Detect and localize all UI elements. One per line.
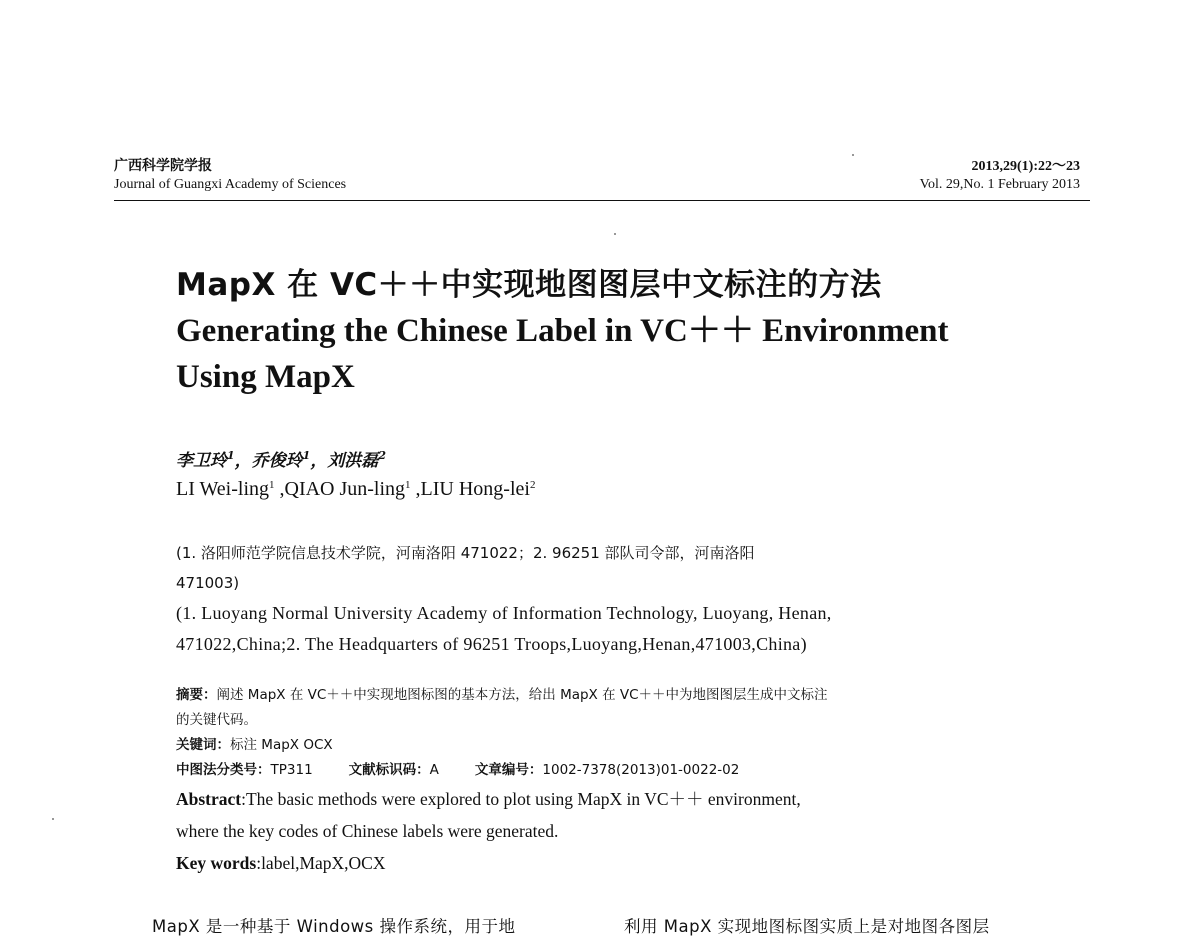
author-separator: ， — [310, 451, 328, 471]
author-affil-mark: 2 — [529, 479, 536, 491]
keywords-cn — [176, 733, 1076, 758]
volume-issue: Vol. 29,No. 1 February 2013 — [919, 177, 1080, 192]
abstract-cn-line-1 — [176, 683, 1076, 708]
affiliation-en — [176, 598, 1076, 660]
abstract-en-label: Abstract — [176, 789, 242, 809]
abstract-cn-text: 阐述 MapX 在 VC＋＋中实现地图标图的基本方法，给出 MapX 在 VC＋＋中为地图图层生成中文标注 — [216, 687, 828, 703]
author-name: LIU Hong-lei — [420, 478, 530, 500]
journal-name-cn: 广西科学院学报 — [114, 159, 212, 174]
author-name: QIAO Jun-ling — [284, 478, 406, 500]
affiliation-cn-line-1: (1. 洛阳师范学院信息技术学院，河南洛阳 471022；2. 96251 部队司令部，河南洛阳 — [176, 544, 755, 562]
page-range: 2013,29(1):22～23 — [971, 159, 1080, 174]
journal-name-block — [114, 158, 346, 194]
article-number-value: 1002-7378(2013)01-0022-02 — [542, 762, 740, 778]
author-affil-mark: 1 — [302, 449, 311, 462]
title-en-line-1: Generating the Chinese Label in VC＋＋ Environment — [176, 313, 949, 349]
author-affil-mark: 1 — [405, 479, 411, 491]
author-name: 刘洪磊 — [327, 451, 379, 471]
author-name: 李卫玲 — [176, 451, 227, 471]
doc-code-value: A — [429, 762, 439, 778]
abstract-cn-text-end: 的关键代码。 — [176, 712, 257, 728]
abstract-en-text: :The basic methods were explored to plot using MapX in VC＋＋ environment, — [241, 789, 801, 809]
abstract-cn-label: 摘要： — [176, 687, 217, 703]
abstract-en-line-2 — [176, 815, 1076, 847]
authors-cn — [176, 446, 386, 471]
author-name: LI Wei-ling — [176, 478, 269, 500]
journal-header — [114, 150, 1090, 201]
article-number-label: 文章编号： — [474, 762, 543, 778]
author-separator: , — [410, 478, 421, 500]
title-block — [176, 262, 1076, 400]
author-separator: , — [274, 478, 285, 500]
author-separator: ， — [234, 451, 252, 471]
abstract-en-line-1 — [176, 783, 1076, 815]
author-affil-mark: 1 — [269, 479, 275, 491]
clc-label: 中图法分类号： — [176, 762, 271, 778]
clc-value: TP311 — [270, 762, 313, 778]
scan-speck — [52, 818, 54, 820]
body-left-column-first-line: MapX 是一种基于 Windows 操作系统，用于地 — [152, 917, 516, 936]
body-right-column-first-line: 利用 MapX 实现地图标图实质上是对地图各图层 — [624, 917, 990, 936]
keywords-cn-label: 关键词： — [176, 737, 230, 753]
keywords-en-value: :label,MapX,OCX — [256, 853, 386, 873]
author-name: 乔俊玲 — [251, 451, 303, 471]
keywords-cn-value: 标注 MapX OCX — [230, 737, 333, 753]
classification-line — [176, 758, 1076, 783]
scan-speck — [852, 154, 854, 156]
title-cn: MapX 在 VC＋＋中实现地图图层中文标注的方法 — [176, 267, 882, 303]
journal-issue-block — [920, 158, 1080, 194]
keywords-en — [176, 847, 1076, 879]
affiliation-en-line-2: 471022,China;2. The Headquarters of 96251 Troops,Luoyang,Henan,471003,China) — [176, 634, 807, 654]
author-affil-mark: 1 — [227, 449, 235, 462]
scan-speck — [614, 233, 616, 235]
abstract-block — [176, 683, 1076, 879]
authors-en — [176, 478, 535, 501]
abstract-en-text-end: where the key codes of Chinese labels were generated. — [176, 821, 559, 841]
title-en-line-2: Using MapX — [176, 359, 355, 395]
affiliation-cn — [176, 538, 1076, 598]
affiliation-cn-line-2: 471003) — [176, 574, 240, 592]
journal-name-en: Journal of Guangxi Academy of Sciences — [114, 177, 347, 192]
affiliation-en-line-1: (1. Luoyang Normal University Academy of Information Technology, Luoyang, Henan, — [176, 603, 832, 623]
abstract-cn-line-2 — [176, 708, 1076, 733]
doc-code-label: 文献标识码： — [348, 762, 430, 778]
author-affil-mark: 2 — [378, 449, 386, 462]
keywords-en-label: Key words — [176, 853, 257, 873]
